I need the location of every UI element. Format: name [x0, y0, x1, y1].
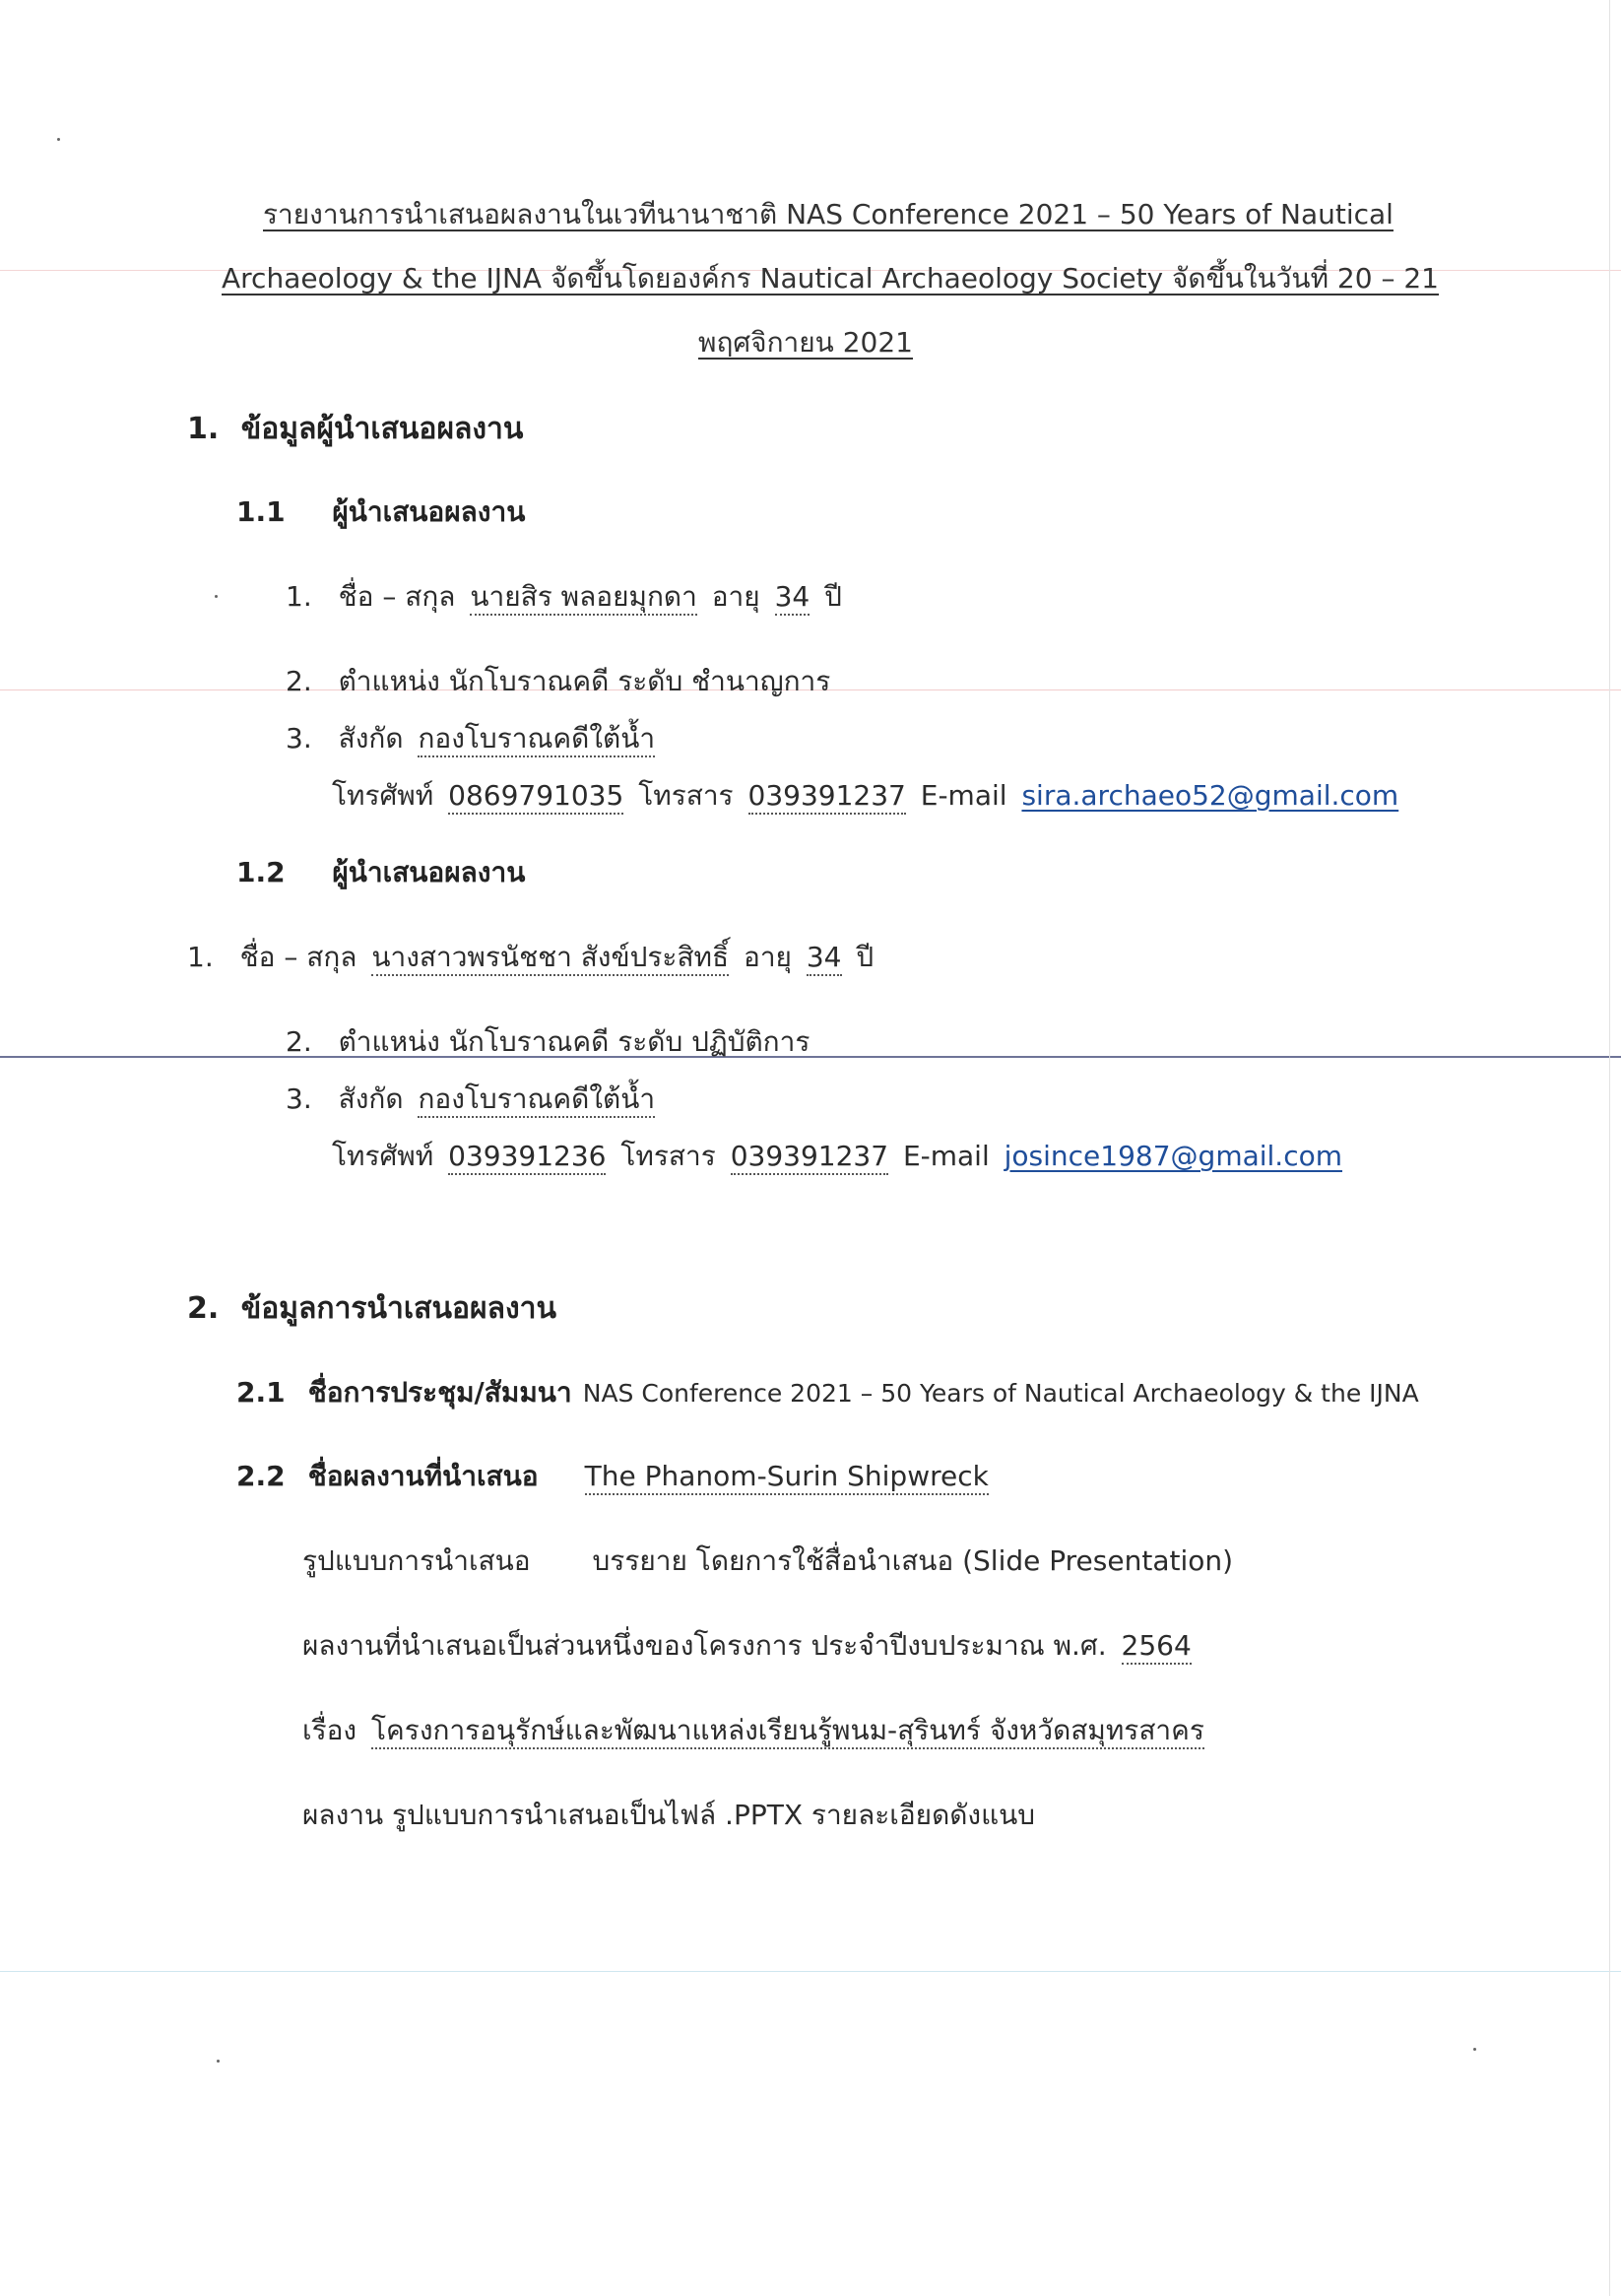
- format-label: รูปแบบการนำเสนอ: [302, 1544, 531, 1577]
- age-label: อายุ: [711, 580, 760, 613]
- fax-label: โทรสาร: [638, 779, 734, 812]
- presenter-2-name-row: [187, 936, 874, 979]
- phone-number: 0869791035: [448, 779, 623, 815]
- scan-speck: [215, 595, 218, 598]
- scan-edge-line: [1609, 0, 1610, 2296]
- subsection-title: ผู้นำเสนอผลงาน: [332, 495, 526, 528]
- subject-label: เรื่อง: [302, 1714, 357, 1746]
- presenter-name: นางสาวพรนัชชา สังข์ประสิทธิ์: [371, 941, 729, 976]
- conference-row: [236, 1371, 1419, 1414]
- section-2-heading: [187, 1285, 556, 1332]
- presenter-2-position-row: [286, 1020, 810, 1064]
- email-link[interactable]: sira.archaeo52@gmail.com: [1021, 779, 1399, 812]
- subsection-number: 2.2: [236, 1460, 286, 1492]
- work-title-label: ชื่อผลงานที่นำเสนอ: [307, 1460, 539, 1492]
- conference-name: NAS Conference 2021 – 50 Years of Nautical Archaeology & the IJNA: [582, 1379, 1419, 1408]
- presenter-1-name-row: [286, 575, 842, 619]
- fax-number: 039391237: [748, 779, 906, 815]
- age-unit: ปี: [824, 580, 842, 613]
- item-number: 2.: [286, 665, 312, 697]
- subject-row: [302, 1709, 1204, 1752]
- scan-speck: [57, 138, 60, 141]
- email-link[interactable]: josince1987@gmail.com: [1004, 1140, 1343, 1172]
- format-value: บรรยาย โดยการใช้สื่อนำเสนอ (Slide Presentation): [592, 1544, 1234, 1577]
- section-title: ข้อมูลผู้นำเสนอผลงาน: [240, 412, 524, 446]
- item-number: 1.: [187, 941, 214, 973]
- output-text: ผลงาน รูปแบบการนำเสนอเป็นไฟล์ .PPTX รายละเอียดดังแนบ: [302, 1799, 1036, 1831]
- conference-label: ชื่อการประชุม/สัมมนา: [307, 1376, 572, 1409]
- item-number: 2.: [286, 1025, 312, 1058]
- output-row: [302, 1794, 1035, 1837]
- fax-label: โทรสาร: [620, 1140, 716, 1172]
- scan-line: [0, 1056, 1621, 1058]
- scan-speck: [217, 2060, 220, 2063]
- email-label: E-mail: [902, 1140, 990, 1172]
- subsection-number: 1.1: [236, 495, 286, 528]
- presenter-2-affiliation-row: [286, 1078, 655, 1121]
- subsection-title: ผู้นำเสนอผลงาน: [332, 856, 526, 888]
- name-label: ชื่อ – สกุล: [239, 941, 357, 973]
- item-number: 3.: [286, 1082, 312, 1115]
- subject-value: โครงการอนุรักษ์และพัฒนาแหล่งเรียนรู้พนม-สุรินทร์ จังหวัดสมุทรสาคร: [371, 1714, 1204, 1749]
- presenter-2-heading: [236, 851, 525, 894]
- presenter-affiliation: กองโบราณคดีใต้น้ำ: [418, 722, 655, 757]
- presenter-position: ตำแหน่ง นักโบราณคดี ระดับ ปฏิบัติการ: [338, 1025, 810, 1058]
- report-title-line-3: พฤศจิกายน 2021: [698, 326, 913, 359]
- section-1-heading: [187, 406, 523, 452]
- item-number: 3.: [286, 722, 312, 754]
- item-number: 1.: [286, 580, 312, 613]
- work-title-row: [236, 1455, 989, 1498]
- presenter-age: 34: [807, 941, 842, 976]
- scan-speck: [1473, 2048, 1476, 2051]
- format-row: [302, 1540, 1233, 1583]
- section-number: 2.: [187, 1291, 220, 1326]
- presenter-2-contact-row: [332, 1135, 1342, 1178]
- affiliation-label: สังกัด: [338, 722, 404, 754]
- presenter-affiliation: กองโบราณคดีใต้น้ำ: [418, 1082, 655, 1118]
- affiliation-label: สังกัด: [338, 1082, 404, 1115]
- phone-label: โทรศัพท์: [332, 779, 434, 812]
- name-label: ชื่อ – สกุล: [338, 580, 456, 613]
- project-row: [302, 1624, 1192, 1668]
- presenter-1-position-row: [286, 660, 830, 703]
- presenter-1-heading: [236, 491, 525, 534]
- presenter-1-affiliation-row: [286, 717, 655, 760]
- project-text: ผลงานที่นำเสนอเป็นส่วนหนึ่งของโครงการ ประจำปีงบประมาณ พ.ศ.: [302, 1629, 1107, 1662]
- section-number: 1.: [187, 412, 220, 446]
- report-title-line-2: Archaeology & the IJNA จัดขึ้นโดยองค์กร Nautical Archaeology Society จัดขึ้นในวันที่ 20 – 21: [222, 262, 1439, 295]
- section-title: ข้อมูลการนำเสนอผลงาน: [240, 1291, 556, 1326]
- phone-label: โทรศัพท์: [332, 1140, 434, 1172]
- presenter-age: 34: [775, 580, 810, 616]
- phone-number: 039391236: [448, 1140, 606, 1175]
- subsection-number: 2.1: [236, 1376, 286, 1409]
- email-label: E-mail: [920, 779, 1007, 812]
- scan-line: [0, 1971, 1621, 1972]
- subsection-number: 1.2: [236, 856, 286, 888]
- age-unit: ปี: [856, 941, 875, 973]
- report-title-line-1: รายงานการนำเสนอผลงานในเวทีนานาชาติ NAS Conference 2021 – 50 Years of Nautical: [263, 198, 1394, 230]
- project-year: 2564: [1122, 1629, 1192, 1665]
- presenter-name: นายสิร พลอยมุกดา: [470, 580, 696, 616]
- age-label: อายุ: [744, 941, 792, 973]
- presenter-1-contact-row: [332, 774, 1398, 818]
- work-title: The Phanom-Surin Shipwreck: [585, 1460, 989, 1495]
- fax-number: 039391237: [731, 1140, 888, 1175]
- presenter-position: ตำแหน่ง นักโบราณคดี ระดับ ชำนาญการ: [338, 665, 831, 697]
